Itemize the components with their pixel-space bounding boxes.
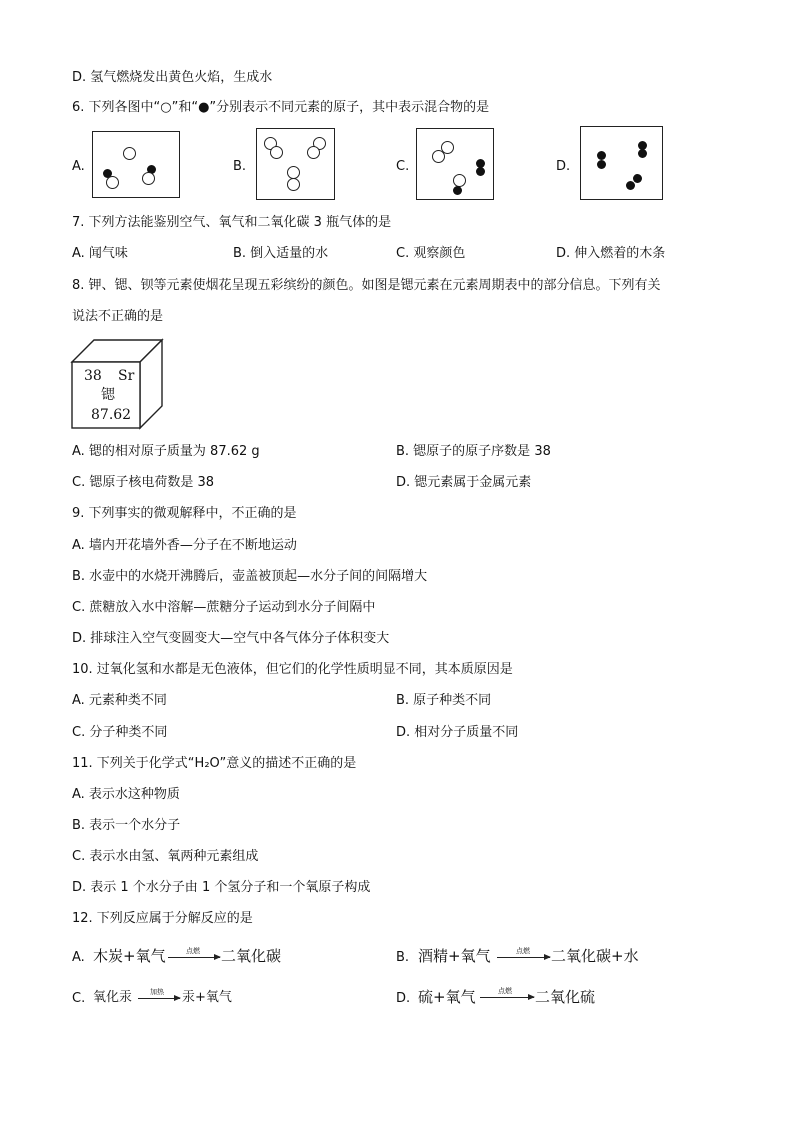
q12-option-d-products: 二氧化硫 bbox=[535, 988, 596, 1006]
q7-option-b: B. 倒入适量的水 bbox=[233, 246, 329, 261]
q10-option-c: C. 分子种类不同 bbox=[72, 725, 168, 740]
q12-option-b-products: 二氧化碳+水 bbox=[551, 947, 639, 965]
q11-option-a: A. 表示水这种物质 bbox=[72, 787, 180, 802]
black-atom bbox=[597, 160, 606, 169]
q8-stem-line2: 说法不正确的是 bbox=[72, 309, 164, 324]
q9-option-b: B. 水壶中的水烧开沸腾后，壶盖被顶起—水分子间的间隔增大 bbox=[72, 569, 428, 584]
white-atom bbox=[441, 141, 454, 154]
white-atom bbox=[307, 146, 320, 159]
q12-option-c-label: C. bbox=[72, 991, 86, 1006]
q12-option-d-label: D. bbox=[396, 991, 411, 1006]
q10-stem: 10. 过氧化氢和水都是无色液体，但它们的化学性质明显不同，其本质原因是 bbox=[72, 662, 513, 677]
q10-option-b: B. 原子种类不同 bbox=[396, 693, 492, 708]
element-atomic-mass: 87.62 bbox=[91, 407, 132, 423]
q10-option-d: D. 相对分子质量不同 bbox=[396, 725, 519, 740]
reaction-arrow bbox=[497, 957, 550, 958]
q10-option-a: A. 元素种类不同 bbox=[72, 693, 167, 708]
q8-option-b: B. 锶原子的原子序数是 38 bbox=[396, 444, 551, 459]
q11-option-d: D. 表示 1 个水分子由 1 个氢分子和一个氧原子构成 bbox=[72, 880, 371, 895]
q12-stem: 12. 下列反应属于分解反应的是 bbox=[72, 911, 253, 926]
black-atom bbox=[597, 151, 606, 160]
q12-option-b-label: B. bbox=[396, 950, 410, 965]
q7-option-a: A. 闻气味 bbox=[72, 246, 128, 261]
white-atom bbox=[123, 147, 136, 160]
black-atom bbox=[453, 186, 462, 195]
q6-diagram-d bbox=[580, 126, 663, 200]
element-symbol: Sr bbox=[118, 368, 135, 384]
q6-diagram-a bbox=[92, 131, 180, 198]
q12-option-d-reactants: 硫+氧气 bbox=[418, 988, 476, 1006]
q12-option-b-condition: 点燃 bbox=[516, 947, 530, 955]
q12-option-c-products: 汞+氧气 bbox=[182, 990, 232, 1005]
q8-option-d: D. 锶元素属于金属元素 bbox=[396, 475, 532, 490]
white-atom bbox=[453, 174, 466, 187]
q12-option-a-reactants: 木炭+氧气 bbox=[93, 947, 166, 965]
q6-diagram-b bbox=[256, 128, 335, 200]
q7-option-c: C. 观察颜色 bbox=[396, 246, 466, 261]
q7-option-d: D. 伸入燃着的木条 bbox=[556, 246, 666, 261]
q6-label-d: D. bbox=[556, 159, 571, 174]
q12-option-b-reactants: 酒精+氧气 bbox=[418, 947, 491, 965]
reaction-arrow bbox=[480, 997, 534, 998]
q9-option-c: C. 蔗糖放入水中溶解—蔗糖分子运动到水分子间隔中 bbox=[72, 600, 376, 615]
q12-option-c-reactants: 氧化汞 bbox=[93, 990, 133, 1005]
q6-label-b: B. bbox=[233, 159, 247, 174]
q12-option-c-condition: 加热 bbox=[150, 988, 164, 996]
element-name: 锶 bbox=[101, 387, 115, 403]
q11-stem: 11. 下列关于化学式“H₂O”意义的描述不正确的是 bbox=[72, 756, 357, 771]
q8-option-a: A. 锶的相对原子质量为 87.62 g bbox=[72, 444, 260, 459]
white-atom bbox=[270, 146, 283, 159]
q8-option-c: C. 锶原子核电荷数是 38 bbox=[72, 475, 215, 490]
q7-stem: 7. 下列方法能鉴别空气、氧气和二氧化碳 3 瓶气体的是 bbox=[72, 215, 392, 230]
q12-option-a-label: A. bbox=[72, 950, 85, 965]
q9-option-a: A. 墙内开花墙外香—分子在不断地运动 bbox=[72, 538, 297, 553]
q11-option-b: B. 表示一个水分子 bbox=[72, 818, 181, 833]
q6-diagram-c bbox=[416, 128, 494, 200]
q12-option-d-condition: 点燃 bbox=[498, 987, 512, 995]
element-atomic-number: 38 bbox=[84, 368, 102, 384]
q6-label-c: C. bbox=[396, 159, 410, 174]
reaction-arrow bbox=[138, 998, 180, 999]
q8-stem-line1: 8. 钾、锶、钡等元素使烟花呈现五彩缤纷的颜色。如图是锶元素在元素周期表中的部分信息。下列有关 bbox=[72, 278, 661, 293]
q6-label-a: A. bbox=[72, 159, 85, 174]
white-atom bbox=[106, 176, 119, 189]
reaction-arrow bbox=[168, 957, 220, 958]
q9-option-d: D. 排球注入空气变圆变大—空气中各气体分子体积变大 bbox=[72, 631, 390, 646]
q12-option-a-condition: 点燃 bbox=[186, 947, 200, 955]
black-atom bbox=[638, 149, 647, 158]
black-atom bbox=[476, 167, 485, 176]
q11-option-c: C. 表示水由氢、氧两种元素组成 bbox=[72, 849, 259, 864]
q5-option-d: D. 氢气燃烧发出黄色火焰，生成水 bbox=[72, 70, 273, 85]
q9-stem: 9. 下列事实的微观解释中，不正确的是 bbox=[72, 506, 297, 521]
white-atom bbox=[142, 172, 155, 185]
black-atom bbox=[633, 174, 642, 183]
q12-option-a-products: 二氧化碳 bbox=[221, 947, 282, 965]
white-atom bbox=[287, 178, 300, 191]
black-atom bbox=[626, 181, 635, 190]
q6-stem: 6. 下列各图中“○”和“●”分别表示不同元素的原子，其中表示混合物的是 bbox=[72, 100, 490, 115]
